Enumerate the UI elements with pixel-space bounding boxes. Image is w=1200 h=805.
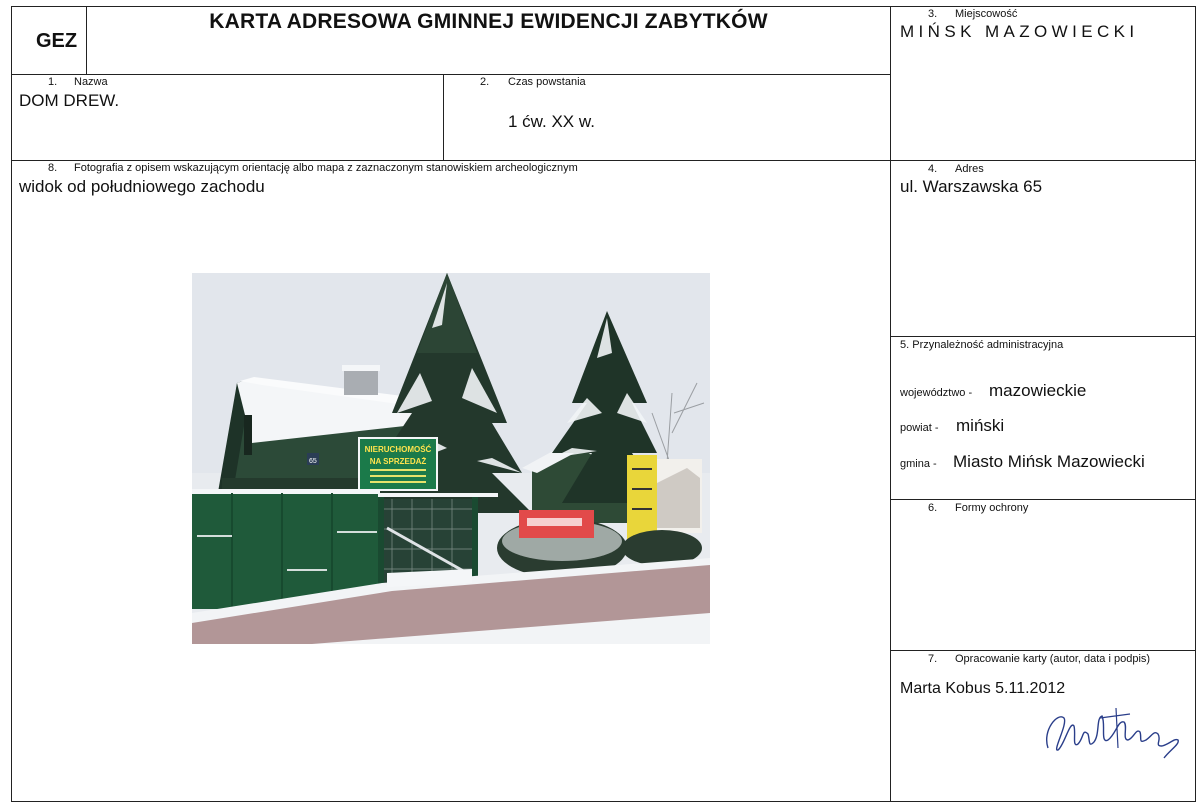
date-num: 2.	[480, 76, 490, 88]
divider-header	[11, 74, 891, 75]
signature	[1030, 700, 1190, 770]
divider-row2	[11, 160, 1196, 161]
address-num: 4.	[928, 163, 938, 175]
address-label: Adres	[955, 163, 984, 175]
locality-label: Miejscowość	[955, 8, 1018, 20]
date-value: 1 ćw. XX w.	[508, 112, 595, 131]
photo-num: 8.	[48, 162, 58, 174]
border-bottom	[11, 801, 1196, 802]
date-label: Czas powstania	[508, 76, 586, 88]
name-num: 1.	[48, 76, 58, 88]
sign-line2: NA SPRZEDAŻ	[369, 457, 427, 466]
house-number: 65	[309, 458, 317, 465]
divider-author	[890, 650, 1196, 651]
protection-num: 6.	[928, 502, 938, 514]
author-num: 7.	[928, 653, 938, 665]
admin-label: 5. Przynależność administracyjna	[900, 339, 1064, 351]
author-value: Marta Kobus 5.11.2012	[900, 680, 1066, 697]
locality-value: MIŃSK MAZOWIECKI	[900, 22, 1139, 41]
divider-protection	[890, 499, 1196, 500]
page-title: KARTA ADRESOWA GMINNEJ EWIDENCJI ZABYTKÓW	[209, 10, 768, 33]
name-value: DOM DREW.	[19, 91, 120, 110]
protection-label: Formy ochrony	[955, 502, 1029, 514]
divider-main	[890, 6, 891, 802]
sign-line1: NIERUCHOMOŚĆ	[364, 445, 432, 454]
border-left	[11, 6, 12, 802]
house-photo	[192, 273, 710, 644]
divider-name-date	[443, 74, 444, 160]
photo-label: Fotografia z opisem wskazującym orientację albo mapa z zaznaczonym stanowiskiem archeologicznym	[74, 162, 578, 174]
name-label: Nazwa	[74, 76, 108, 88]
border-top	[11, 6, 1196, 7]
address-value: ul. Warszawska 65	[900, 177, 1043, 196]
locality-num: 3.	[928, 8, 938, 20]
county-label: powiat -	[900, 422, 939, 434]
gez-code: GEZ	[36, 30, 78, 52]
commune-value: Miasto Mińsk Mazowiecki	[953, 452, 1145, 471]
photo-caption: widok od południowego zachodu	[19, 177, 265, 196]
county-value: miński	[956, 416, 1005, 435]
voivodeship-value: mazowieckie	[989, 381, 1087, 400]
commune-label: gmina -	[900, 458, 937, 470]
divider-admin	[890, 336, 1196, 337]
author-label: Opracowanie karty (autor, data i podpis)	[955, 653, 1151, 665]
border-right	[1195, 6, 1196, 802]
voivodeship-label: województwo -	[900, 387, 973, 399]
